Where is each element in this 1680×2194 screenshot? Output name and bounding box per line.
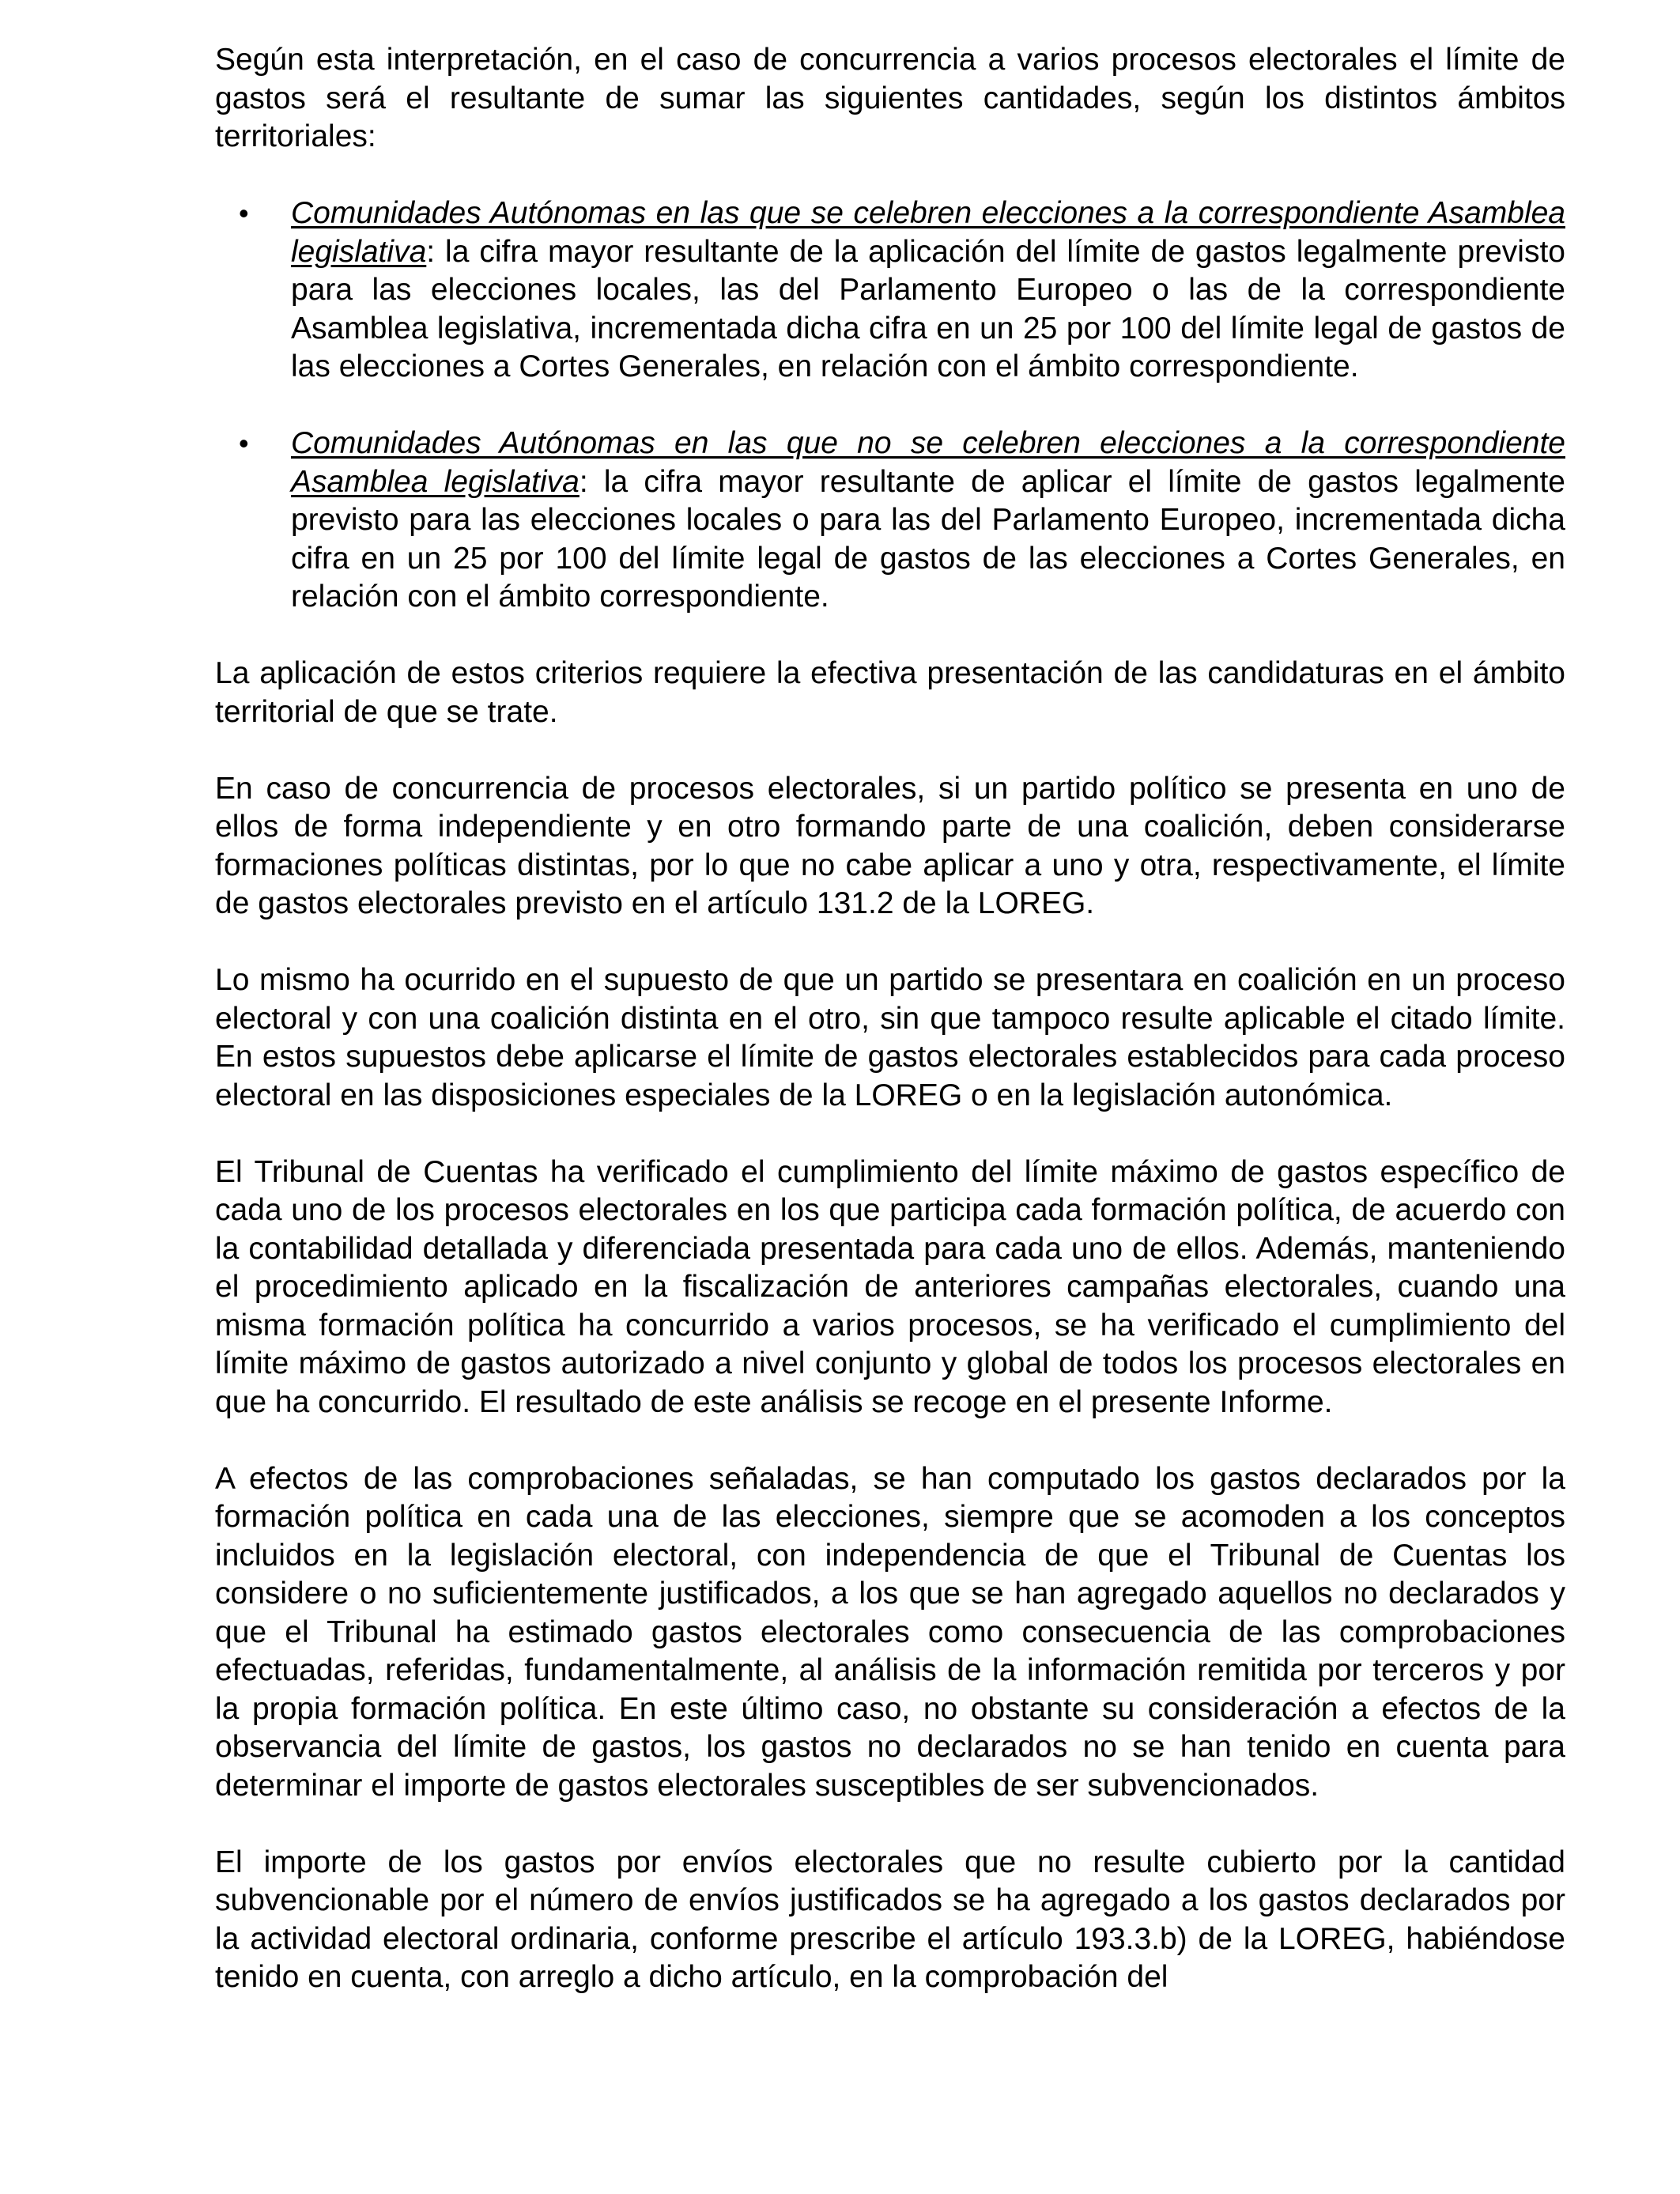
criteria-list xyxy=(215,194,1565,617)
body-paragraph: El importe de los gastos por envíos electorales que no resulte cubierto por la cantidad subvencionable por el número de envíos justificados se ha agregado a los gastos declarados por la actividad electoral ordinaria, conforme prescribe el artículo 193.3.b) de la LOREG, habiéndose tenido en cuenta, con arreglo a dicho artículo, en la comprobación del xyxy=(215,1845,1565,1994)
body-paragraph: A efectos de las comprobaciones señaladas, se han computado los gastos declarados por la formación política en cada una de las elecciones, siempre que se acomoden a los conceptos incluidos en la legislación electoral, con independencia de que el Tribunal de Cuentas los considere o no suficientemente justificados, a los que se han agregado aquellos no declarados y que el Tribunal ha estimado gastos electorales como consecuencia de las comprobaciones efectuadas, referidas, fundamentalmente, al análisis de la información remitida por terceros y por la propia formación política. En este último caso, no obstante su consideración a efectos de la observancia del límite de gastos, los gastos no declarados no se han tenido en cuenta para determinar el importe de gastos electorales susceptibles de ser subvencionados. xyxy=(215,1461,1565,1803)
intro-paragraph: Según esta interpretación, en el caso de concurrencia a varios procesos electorales el límite de gastos será el resultante de sumar las siguientes cantidades, según los distintos ámbitos territoriales: xyxy=(215,43,1565,153)
bullet-icon: • xyxy=(239,197,249,229)
criteria-item-lead: Comunidades Autónomas en las que se celebren elecciones a la correspondiente Asamblea legislativa xyxy=(291,196,1565,269)
criteria-item xyxy=(215,425,1565,617)
body-paragraph: La aplicación de estos criterios requiere la efectiva presentación de las candidaturas en el ámbito territorial de que se trate. xyxy=(215,656,1565,729)
body-paragraph: Lo mismo ha ocurrido en el supuesto de que un partido se presentara en coalición en un proceso electoral y con una coalición distinta en el otro, sin que tampoco resulte aplicable el citado límite. En estos supuestos debe aplicarse el límite de gastos electorales establecidos para cada proceso electoral en las disposiciones especiales de la LOREG o en la legislación autonómica. xyxy=(215,963,1565,1112)
body-paragraph: El Tribunal de Cuentas ha verificado el cumplimiento del límite máximo de gastos específico de cada uno de los procesos electorales en los que participa cada formación política, de acuerdo con la contabilidad detallada y diferenciada presentada para cada uno de ellos. Además, manteniendo el procedimiento aplicado en la fiscalización de anteriores campañas electorales, cuando una misma formación política ha concurrido a varios procesos, se ha verificado el cumplimiento del límite máximo de gastos autorizado a nivel conjunto y global de todos los procesos electorales en que ha concurrido. El resultado de este análisis se recoge en el presente Informe. xyxy=(215,1154,1565,1419)
bullet-icon: • xyxy=(239,427,249,459)
criteria-item-text: : la cifra mayor resultante de aplicar el límite de gastos legalmente previsto para las elecciones locales o para las del Parlamento Europeo, incrementada dicha cifra en un 25 por 100 del límite legal de gastos de las elecciones a Cortes Generales, en relación con el ámbito correspondiente. xyxy=(291,464,1565,614)
criteria-item xyxy=(215,194,1565,387)
document-page xyxy=(215,41,1565,1997)
criteria-item-text: : la cifra mayor resultante de la aplicación del límite de gastos legalmente previsto para las elecciones locales, las del Parlamento Europeo o las de la correspondiente Asamblea legislativa, incrementada dicha cifra en un 25 por 100 del límite legal de gastos de las elecciones a Cortes Generales, en relación con el ámbito correspondiente. xyxy=(291,234,1565,383)
criteria-item-lead: Comunidades Autónomas en las que no se celebren elecciones a la correspondiente Asamblea legislativa xyxy=(291,426,1565,499)
body-paragraph: En caso de concurrencia de procesos electorales, si un partido político se presenta en uno de ellos de forma independiente y en otro formando parte de una coalición, deben considerarse formaciones políticas distintas, por lo que no cabe aplicar a uno y otra, respectivamente, el límite de gastos electorales previsto en el artículo 131.2 de la LOREG. xyxy=(215,771,1565,920)
